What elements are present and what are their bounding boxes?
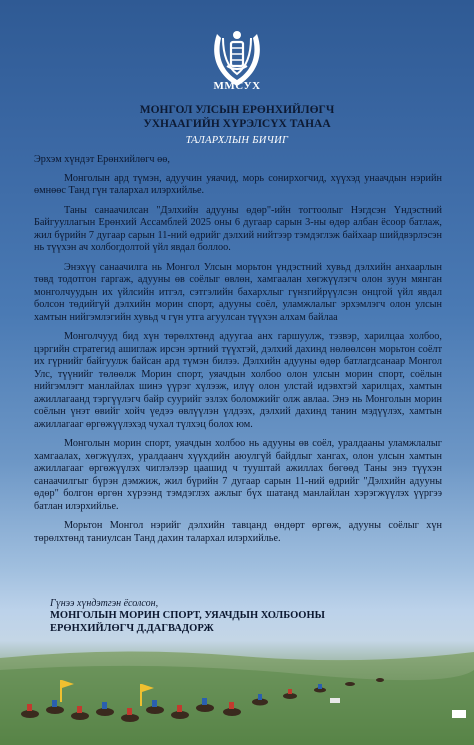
paragraph: Таны санаачилсан "Дэлхийн адууны өдөр"-ийн тогтоолыг Нэгдсэн Үндэстний Байгууллагын Ерөнхий Ассамблей 2025 оны 6 дугаар сарын 3-ны өдөр албан ёсоор батлаж, жил бүрийн 7 дугаар сарын 11-ний өдрийг дэлхий нийтээр тэмдэглэж байхаар шийдвэрлэсэн нь түүхэн ач холбогдолтой үйл явдал боллоо. bbox=[34, 204, 442, 253]
letter-body bbox=[34, 154, 442, 552]
document-subtitle: ТАЛАРХЛЫН БИЧИГ bbox=[185, 135, 289, 146]
signature-org: МОНГОЛЫН МОРИН СПОРТ, УЯАЧДЫН ХОЛБООНЫ bbox=[50, 610, 325, 621]
title-line-2: УХНААГИЙН ХҮРЭЛСҮХ ТАНАА bbox=[143, 118, 331, 130]
paragraph: Морьтон Монгол нэрийг дэлхийн тавцанд өндөрт өргөж, адууны соёлыг хүн төрөлхтөнд таниулсан Танд дахин талархал илэрхийлье. bbox=[34, 520, 442, 544]
paragraph: Монголчууд бид хүн төрөлхтөнд адуугаа анх гаршуулж, тэзвэр, харилцаа холбоо, цэргийн стратегид ашиглаж ирсэн эртний түүхтэй, дэлхий дахинд нөлөөлсөн морьтон соёлт их гүрнийг байгуулж байсан ард түмэн билээ. Дэлхийн адууны өдөр батлагдсанаар Монгол Улс, түүнийг төлөөлж Морин спорт, уяачдын холбоо олон улсын морин спорт, соёлын нийгэмлэгт манлайлах шинэ үүрэг хүлээж, илүү олон улстай идэвхтэй харилцах, хамтын ажиллагаанд тэргүүлэгч байр суурийг эзлэх боломжийг олж авлаа. Энэ нь Монголын морин соёлын үнэт өвийг хойч үедээ өвлүүлэн үлдээх, дэлхий дахинд танин мэдүүлэх, хамтын ажиллагааг өргөжүүлэхэд чухал түлхэц болох юм. bbox=[34, 331, 442, 430]
paragraph: Монголын ард түмэн, адуучин уяачид, морь сонирхогчид, хүүхэд унаачдын нэрийн өмнөөс Танд гүн талархал илэрхийлье. bbox=[34, 172, 442, 196]
signature-prefix: Гүнээ хүндэтгэн ёсолсон, bbox=[50, 598, 159, 609]
greeting: Эрхэм хүндэт Ерөнхийлөгч өө, bbox=[34, 154, 170, 165]
signature-name: ЕРӨНХИЙЛӨГЧ Д.ДАГВАДОРЖ bbox=[50, 622, 214, 634]
brand-name: ММСУХ bbox=[213, 80, 261, 92]
paragraph: Энэхүү санаачилга нь Монгол Улсын морьтон үндэстний хувьд дэлхийн анхаарлын төвд тодотгон гаргаж, адууны өв соёлыг өвлөн, хамгаалан хөгжүүлэгч олон зуун мянган монголчуудын их үйлсийн итгэл, сэтгэлийн бахархлыг гүнзгийрүүлсэн онцгой үйл явдал болсон төдийгүй дэлхийн морин спорт, адууны соёл, уламжлалыг эрхэмлэгч олон улсын хамтын нийгэмлэгийн хувьд ч гүн утга агуулсан түүхэн алхам байлаа bbox=[34, 261, 442, 323]
title-line-1: МОНГОЛ УЛСЫН ЕРӨНХИЙЛӨГЧ bbox=[139, 104, 335, 116]
horse-race-photo bbox=[0, 640, 474, 745]
signature-block bbox=[50, 598, 450, 635]
paragraph: Монголын морин спорт, уяачдын холбоо нь адууны өв соёл, уралдааны уламжлалыг хамгаалах, хөгжүүлэх, уралдаанч хүүхдийн аюулгүй байдлыг хангах, олон улсын хамтын ажиллагааг өргөжүүлэх чиглэлээр цаашид ч тууштай ажиллах бөгөөд Таны энэ түүхэн санаачилгыг бүрэн дэмжиж, жил бүрийн 7 дугаар сарын 11-ний өдрийг "Дэлхийн адууны өдөр" болгон өргөн хүрээнд тэмдэглэх ажлыг бүх шатанд манлайлан хэрэгжүүлэх үүргээ батлан илэрхийлье. bbox=[34, 438, 442, 512]
